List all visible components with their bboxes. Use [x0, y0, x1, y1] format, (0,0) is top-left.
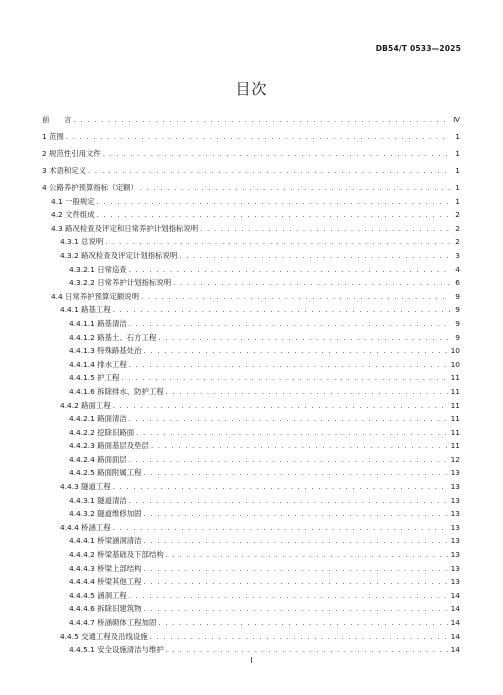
toc-entry-page: 1: [455, 196, 460, 206]
toc-entry-label: 4.4.1.1 路基清洁: [69, 318, 127, 328]
toc-entry-label: 4.4.3.1 隧道清洁: [69, 495, 127, 505]
toc-leader-dots: [166, 551, 449, 559]
toc-entry-label: 4.4.4.4 桥梁其他工程: [69, 577, 142, 587]
toc-entry[interactable]: [42, 238, 460, 246]
toc-entry-page: 13: [450, 563, 460, 573]
toc-entry[interactable]: [42, 347, 460, 355]
table-of-contents: [42, 116, 460, 660]
toc-leader-dots: [103, 150, 450, 158]
toc-entry[interactable]: [42, 306, 460, 314]
toc-entry[interactable]: [42, 429, 460, 437]
toc-entry-page: 13: [450, 482, 460, 492]
toc-entry-label: 4.3 路况检查及评定和日常养护计划指标说明: [51, 223, 199, 233]
toc-leader-dots: [166, 388, 449, 396]
toc-leader-dots: [136, 429, 448, 437]
toc-entry-page: 13: [450, 536, 460, 546]
toc-entry-page: 11: [450, 441, 460, 451]
toc-entry[interactable]: [42, 578, 460, 586]
toc-leader-dots: [129, 266, 450, 274]
page-number: I: [250, 656, 253, 665]
toc-entry[interactable]: [42, 198, 460, 206]
toc-entry-page: 2: [455, 237, 460, 247]
toc-leader-dots: [66, 133, 450, 141]
toc-entry-label: 4.4.4.7 桥涵砌体工程加固: [69, 618, 157, 627]
toc-entry[interactable]: [42, 167, 460, 175]
toc-leader-dots: [158, 334, 450, 342]
toc-entry-page: 11: [450, 373, 460, 383]
toc-leader-dots: [173, 279, 450, 287]
toc-entry-label: 4.3.2 路况检查及评定计划指标说明: [60, 250, 178, 260]
toc-leader-dots: [141, 293, 450, 301]
toc-leader-dots: [129, 361, 449, 369]
toc-leader-dots: [144, 565, 449, 573]
toc-entry-page: 13: [450, 468, 460, 478]
toc-entry[interactable]: [42, 483, 460, 491]
toc-leader-dots: [129, 320, 450, 328]
toc-entry-page: 6: [455, 278, 460, 288]
toc-entry[interactable]: [42, 252, 460, 260]
toc-leader-dots: [113, 306, 450, 314]
toc-entry[interactable]: [42, 133, 460, 141]
toc-entry[interactable]: [42, 646, 460, 654]
toc-leader-dots: [129, 415, 449, 423]
toc-entry[interactable]: [42, 150, 460, 158]
toc-entry[interactable]: [42, 320, 460, 328]
toc-leader-dots: [144, 537, 449, 545]
toc-leader-dots: [121, 374, 448, 382]
toc-entry[interactable]: [42, 469, 460, 477]
toc-leader-dots: [105, 238, 450, 246]
toc-leader-dots: [140, 184, 450, 192]
toc-entry[interactable]: [42, 211, 460, 219]
toc-entry-page: 11: [450, 427, 460, 437]
toc-entry[interactable]: [42, 510, 460, 518]
toc-entry-label: 4.4.2 路面工程: [60, 400, 111, 410]
toc-entry[interactable]: [42, 116, 460, 124]
toc-entry-page: 14: [450, 590, 460, 600]
toc-entry-label: 4.4 日常养护预算定额说明: [51, 291, 140, 301]
toc-entry-page: 13: [450, 509, 460, 519]
toc-entry-label: 4.3.2.1 日常巡查: [69, 264, 127, 274]
toc-leader-dots: [113, 483, 449, 491]
toc-leader-dots: [200, 225, 450, 233]
toc-entry[interactable]: [42, 293, 460, 301]
toc-leader-dots: [74, 116, 450, 124]
toc-entry-label: 前 言: [42, 115, 72, 124]
toc-leader-dots: [113, 402, 449, 410]
toc-entry-page: 2: [455, 223, 460, 233]
toc-entry-label: 4.4.4.2 桥梁基础及下部结构: [69, 550, 164, 560]
toc-leader-dots: [144, 510, 449, 518]
toc-entry-page: 14: [450, 618, 460, 627]
toc-entry-label: 4.4.2.5 路面附属工程: [69, 468, 142, 478]
toc-entry[interactable]: [42, 374, 460, 382]
toc-leader-dots: [151, 442, 449, 450]
page-title: 目次: [235, 80, 268, 98]
toc-leader-dots: [144, 469, 449, 477]
toc-entry[interactable]: [42, 279, 460, 287]
toc-entry[interactable]: [42, 402, 460, 410]
toc-entry-label: 4.4.3.2 隧道维修加固: [69, 509, 142, 519]
toc-entry[interactable]: [42, 524, 460, 532]
toc-entry[interactable]: [42, 551, 460, 559]
toc-leader-dots: [88, 167, 450, 175]
toc-entry-page: 14: [450, 604, 460, 614]
toc-entry-page: 9: [455, 291, 460, 301]
toc-leader-dots: [179, 252, 450, 260]
toc-entry[interactable]: [42, 266, 460, 274]
toc-leader-dots: [129, 497, 449, 505]
toc-entry-page: 1: [455, 183, 460, 192]
toc-entry-page: 2: [455, 210, 460, 220]
toc-entry-label: 4.4.2.3 路面基层及垫层: [69, 441, 149, 451]
toc-entry-page: 13: [450, 522, 460, 532]
toc-entry-label: 4.4.1 路基工程: [60, 305, 111, 315]
toc-leader-dots: [150, 633, 449, 641]
toc-leader-dots: [113, 524, 449, 532]
toc-entry-label: 2 规范性引用文件: [42, 149, 101, 158]
toc-entry-label: 3 术语和定义: [42, 166, 87, 175]
toc-entry[interactable]: [42, 619, 460, 627]
toc-entry[interactable]: [42, 334, 460, 342]
toc-entry-page: 11: [450, 400, 460, 410]
toc-leader-dots: [166, 646, 449, 654]
toc-entry-page: 1: [455, 149, 460, 158]
toc-entry-label: 4.4.2.2 挖除旧路面: [69, 427, 135, 437]
toc-entry-label: 4.3.2.2 日常养护计划指标说明: [69, 278, 172, 288]
toc-entry-label: 4.4.1.2 路基土、石方工程: [69, 332, 157, 342]
toc-entry-page: 13: [450, 495, 460, 505]
toc-entry-label: 4.4.5 交通工程及沿线设施: [60, 631, 148, 641]
toc-entry[interactable]: [42, 497, 460, 505]
toc-leader-dots: [129, 456, 449, 464]
toc-entry-label: 4.4.1.6 拆除排水、防护工程: [69, 386, 164, 396]
standard-code: DB54/T 0533—2025: [375, 44, 461, 53]
toc-entry[interactable]: [42, 456, 460, 464]
toc-entry-page: 12: [450, 454, 460, 464]
toc-leader-dots: [97, 198, 450, 206]
toc-entry-label: 4 公路养护预算指标（定额）: [42, 183, 138, 192]
toc-entry[interactable]: [42, 361, 460, 369]
toc-entry-page: 3: [455, 250, 460, 260]
toc-entry-page: 10: [450, 359, 460, 369]
toc-leader-dots: [144, 347, 449, 355]
toc-entry-label: 4.4.4.3 桥梁上部结构: [69, 563, 142, 573]
toc-entry[interactable]: [42, 605, 460, 613]
toc-leader-dots: [158, 619, 448, 627]
toc-entry-page: 9: [455, 318, 460, 328]
toc-entry[interactable]: [42, 565, 460, 573]
toc-entry[interactable]: [42, 442, 460, 450]
toc-entry-label: 4.2 文件组成: [51, 210, 95, 220]
toc-entry-page: 14: [450, 631, 460, 641]
toc-entry-label: 4.4.3 隧道工程: [60, 482, 111, 492]
toc-entry-label: 4.4.1.5 护工程: [69, 373, 120, 383]
toc-entry-page: 13: [450, 577, 460, 587]
toc-entry-page: 9: [455, 332, 460, 342]
toc-entry-label: 4.4.4.5 涵洞工程: [69, 590, 127, 600]
toc-entry-label: 4.4.2.4 路面面层: [69, 454, 127, 464]
toc-entry-label: 4.1 一般规定: [51, 196, 95, 206]
toc-entry-label: 4.4.4 桥涵工程: [60, 522, 111, 532]
toc-entry-label: 4.4.1.4 排水工程: [69, 359, 127, 369]
toc-entry[interactable]: [42, 225, 460, 233]
toc-entry-label: 4.4.1.3 特殊路基处治: [69, 346, 142, 356]
toc-entry-label: 4.4.2.1 路面清洁: [69, 414, 127, 424]
toc-leader-dots: [144, 578, 449, 586]
toc-entry-label: 4.4.4.1 桥梁涵洞清洁: [69, 536, 142, 546]
toc-entry-page: 1: [455, 132, 460, 141]
toc-entry-label: 1 范围: [42, 132, 64, 141]
toc-entry[interactable]: [42, 633, 460, 641]
toc-entry-page: 11: [450, 386, 460, 396]
toc-entry[interactable]: [42, 415, 460, 423]
toc-entry[interactable]: [42, 388, 460, 396]
toc-entry[interactable]: [42, 537, 460, 545]
toc-leader-dots: [97, 211, 450, 219]
toc-entry-page: 11: [450, 414, 460, 424]
toc-entry-page: 14: [450, 645, 460, 655]
toc-entry-page: 1: [455, 166, 460, 175]
toc-entry-page: 4: [455, 264, 460, 274]
toc-leader-dots: [129, 592, 449, 600]
toc-leader-dots: [144, 605, 449, 613]
toc-entry[interactable]: [42, 592, 460, 600]
toc-entry-page: Ⅳ: [453, 115, 460, 124]
toc-entry-label: 4.3.1 总说明: [60, 237, 104, 247]
toc-entry-label: 4.4.5.1 安全设施清洁与维护: [69, 645, 164, 655]
toc-entry[interactable]: [42, 184, 460, 192]
toc-entry-page: 13: [450, 550, 460, 560]
toc-entry-label: 4.4.4.6 拆除旧建筑物: [69, 604, 142, 614]
toc-entry-page: 10: [450, 346, 460, 356]
toc-entry-page: 9: [455, 305, 460, 315]
